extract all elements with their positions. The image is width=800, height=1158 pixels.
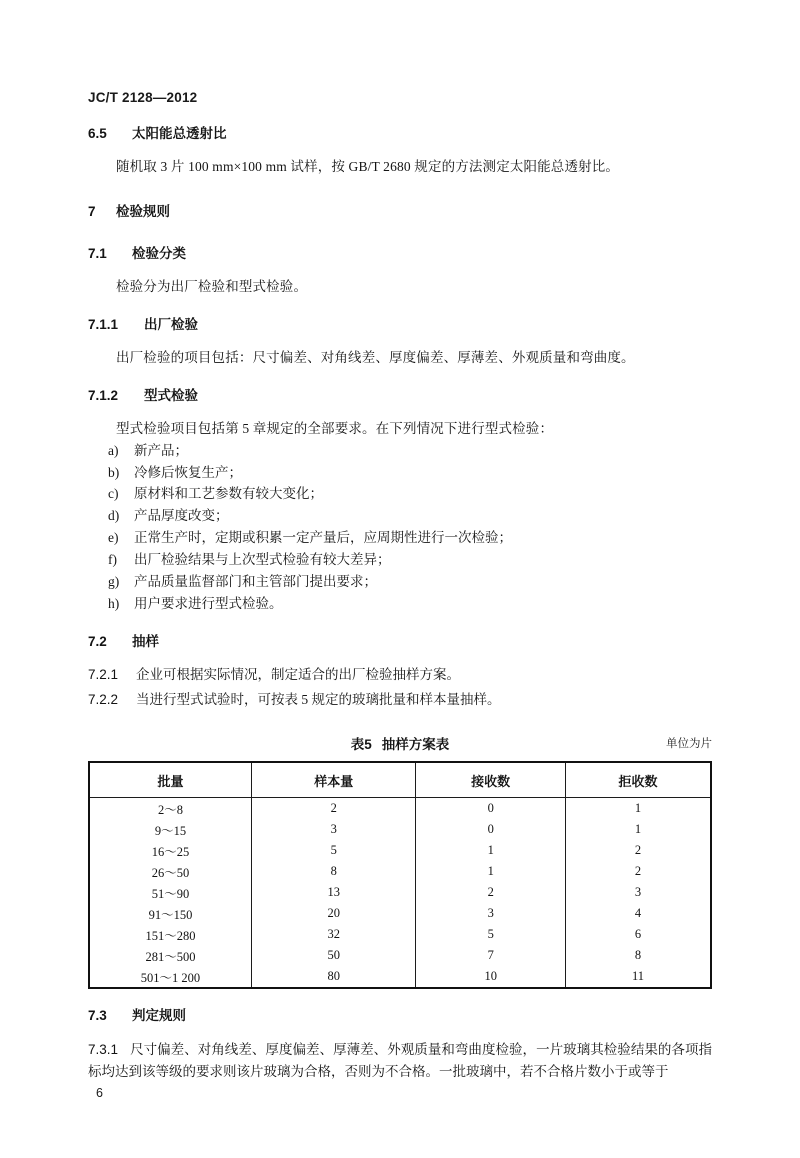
list-item-text: 正常生产时，定期或积累一定产量后，应周期性进行一次检验； <box>134 530 512 546</box>
cell-reject: 1 <box>565 819 711 840</box>
table-row <box>89 924 711 945</box>
cell-sample-size: 8 <box>251 861 415 882</box>
cell-lot-size: 9～15 <box>89 819 251 840</box>
clause-title: 型式检验 <box>144 387 198 403</box>
clause-number: 7.3 <box>88 1008 107 1024</box>
list-item <box>88 527 712 549</box>
list-marker: d) <box>108 508 120 524</box>
list-marker: b) <box>108 464 120 480</box>
type-test-conditions-list <box>88 440 712 615</box>
list-item <box>88 483 712 505</box>
cell-reject: 1 <box>565 798 711 820</box>
column-header-accept: 接收数 <box>416 762 566 798</box>
list-item-text: 新产品； <box>134 442 188 458</box>
list-marker: h) <box>108 595 120 611</box>
cell-sample-size: 32 <box>251 924 415 945</box>
table-row <box>89 861 711 882</box>
list-marker: f) <box>108 551 117 567</box>
clause-number: 7.2.1 <box>88 666 119 682</box>
list-item <box>88 571 712 593</box>
list-item-text: 用户要求进行型式检验。 <box>134 595 283 611</box>
cell-accept: 10 <box>416 966 566 988</box>
table-row <box>89 966 711 988</box>
list-item-text: 冷修后恢复生产； <box>134 464 242 480</box>
cell-sample-size: 5 <box>251 840 415 861</box>
paragraph-7-2-2 <box>88 690 712 711</box>
cell-lot-size: 151～280 <box>89 924 251 945</box>
cell-accept: 3 <box>416 903 566 924</box>
clause-heading-6-5 <box>88 122 712 142</box>
clause-number: 6.5 <box>88 126 107 141</box>
table5-sampling-plan <box>88 761 712 989</box>
cell-lot-size: 281～500 <box>89 945 251 966</box>
cell-accept: 0 <box>416 798 566 820</box>
clause-title: 检验分类 <box>132 245 186 261</box>
table-row <box>89 819 711 840</box>
list-marker: c) <box>108 486 119 502</box>
cell-sample-size: 13 <box>251 882 415 903</box>
cell-accept: 5 <box>416 924 566 945</box>
clause-number: 7.3.1 <box>88 1042 119 1058</box>
cell-sample-size: 50 <box>251 945 415 966</box>
list-item <box>88 462 712 484</box>
list-marker: a) <box>108 442 119 458</box>
paragraph-7-1-1-body: 出厂检验的项目包括：尺寸偏差、对角线差、厚度偏差、厚薄差、外观质量和弯曲度。 <box>116 349 635 365</box>
table-header-row <box>89 762 711 798</box>
cell-lot-size: 26～50 <box>89 861 251 882</box>
paragraph-7-1-body: 检验分为出厂检验和型式检验。 <box>116 278 308 294</box>
running-header: JC/T 2128—2012 <box>88 90 198 105</box>
column-header-lot-size: 批量 <box>89 762 251 798</box>
clause-title: 抽样 <box>132 633 159 649</box>
clause-title: 判定规则 <box>132 1008 186 1024</box>
table-row <box>89 840 711 861</box>
list-item-text: 出厂检验结果与上次型式检验有较大差异； <box>134 551 391 567</box>
cell-lot-size: 501～1 200 <box>89 966 251 988</box>
paragraph-text: 当进行型式试验时，可按表 5 规定的玻璃批量和样本量抽样。 <box>136 692 501 708</box>
paragraph-7-2-1 <box>88 665 712 686</box>
page-number: 6 <box>96 1086 103 1100</box>
table-row <box>89 882 711 903</box>
clause-title: 太阳能总透射比 <box>132 126 227 141</box>
table-row <box>89 945 711 966</box>
table-caption-number: 表5 <box>350 737 372 753</box>
cell-sample-size: 2 <box>251 798 415 820</box>
table-row <box>89 903 711 924</box>
cell-reject: 4 <box>565 903 711 924</box>
table-unit-note: 单位为片 <box>666 738 712 751</box>
clause-number: 7.2.2 <box>88 692 119 708</box>
paragraph-7-1-2-lead: 型式检验项目包括第 5 章规定的全部要求。在下列情况下进行型式检验： <box>116 420 554 436</box>
cell-sample-size: 20 <box>251 903 415 924</box>
list-item <box>88 440 712 462</box>
list-item-text: 产品厚度改变； <box>134 508 229 524</box>
clause-number: 7 <box>88 203 96 219</box>
clause-heading-7-1-1 <box>88 313 712 333</box>
paragraph-text: 尺寸偏差、对角线差、厚度偏差、厚薄差、外观质量和弯曲度检验，一片玻璃其检验结果的各项指标均达到该等级的要求则该片玻璃为合格，否则为不合格。一批玻璃中，若不合格片数小于或等于 <box>88 1042 712 1079</box>
paragraph-6-5-body: 随机取 3 片 100 mm×100 mm 试样，按 GB/T 2680 规定的方法测定太阳能总透射比。 <box>116 159 620 174</box>
clause-heading-7-3 <box>88 1004 712 1024</box>
list-marker: g) <box>108 573 120 589</box>
table-caption-title: 抽样方案表 <box>381 737 450 753</box>
list-item-text: 产品质量监督部门和主管部门提出要求； <box>134 573 377 589</box>
clause-number: 7.1.1 <box>88 316 119 332</box>
list-item <box>88 505 712 527</box>
cell-accept: 0 <box>416 819 566 840</box>
cell-sample-size: 80 <box>251 966 415 988</box>
list-marker: e) <box>108 530 119 546</box>
page-body <box>88 122 712 1083</box>
cell-accept: 1 <box>416 861 566 882</box>
list-item <box>88 549 712 571</box>
table5-caption <box>88 733 712 753</box>
cell-lot-size: 51～90 <box>89 882 251 903</box>
paragraph-7-3-1 <box>88 1039 712 1082</box>
clause-heading-7 <box>88 200 712 220</box>
cell-reject: 8 <box>565 945 711 966</box>
cell-accept: 1 <box>416 840 566 861</box>
cell-sample-size: 3 <box>251 819 415 840</box>
cell-reject: 2 <box>565 840 711 861</box>
paragraph-text: 企业可根据实际情况，制定适合的出厂检验抽样方案。 <box>136 666 460 682</box>
cell-reject: 2 <box>565 861 711 882</box>
list-item-text: 原材料和工艺参数有较大变化； <box>134 486 323 502</box>
cell-lot-size: 91～150 <box>89 903 251 924</box>
column-header-reject: 拒收数 <box>565 762 711 798</box>
clause-title: 检验规则 <box>116 203 170 219</box>
column-header-sample-size: 样本量 <box>251 762 415 798</box>
cell-reject: 3 <box>565 882 711 903</box>
clause-heading-7-1-2 <box>88 384 712 404</box>
cell-reject: 11 <box>565 966 711 988</box>
clause-heading-7-2 <box>88 630 712 650</box>
cell-reject: 6 <box>565 924 711 945</box>
clause-heading-7-1 <box>88 242 712 262</box>
cell-accept: 2 <box>416 882 566 903</box>
table-row <box>89 798 711 820</box>
list-item <box>88 593 712 615</box>
cell-lot-size: 2～8 <box>89 798 251 820</box>
clause-title: 出厂检验 <box>144 316 198 332</box>
clause-number: 7.1.2 <box>88 387 119 403</box>
clause-number: 7.1 <box>88 245 107 261</box>
clause-number: 7.2 <box>88 633 107 649</box>
cell-accept: 7 <box>416 945 566 966</box>
cell-lot-size: 16～25 <box>89 840 251 861</box>
